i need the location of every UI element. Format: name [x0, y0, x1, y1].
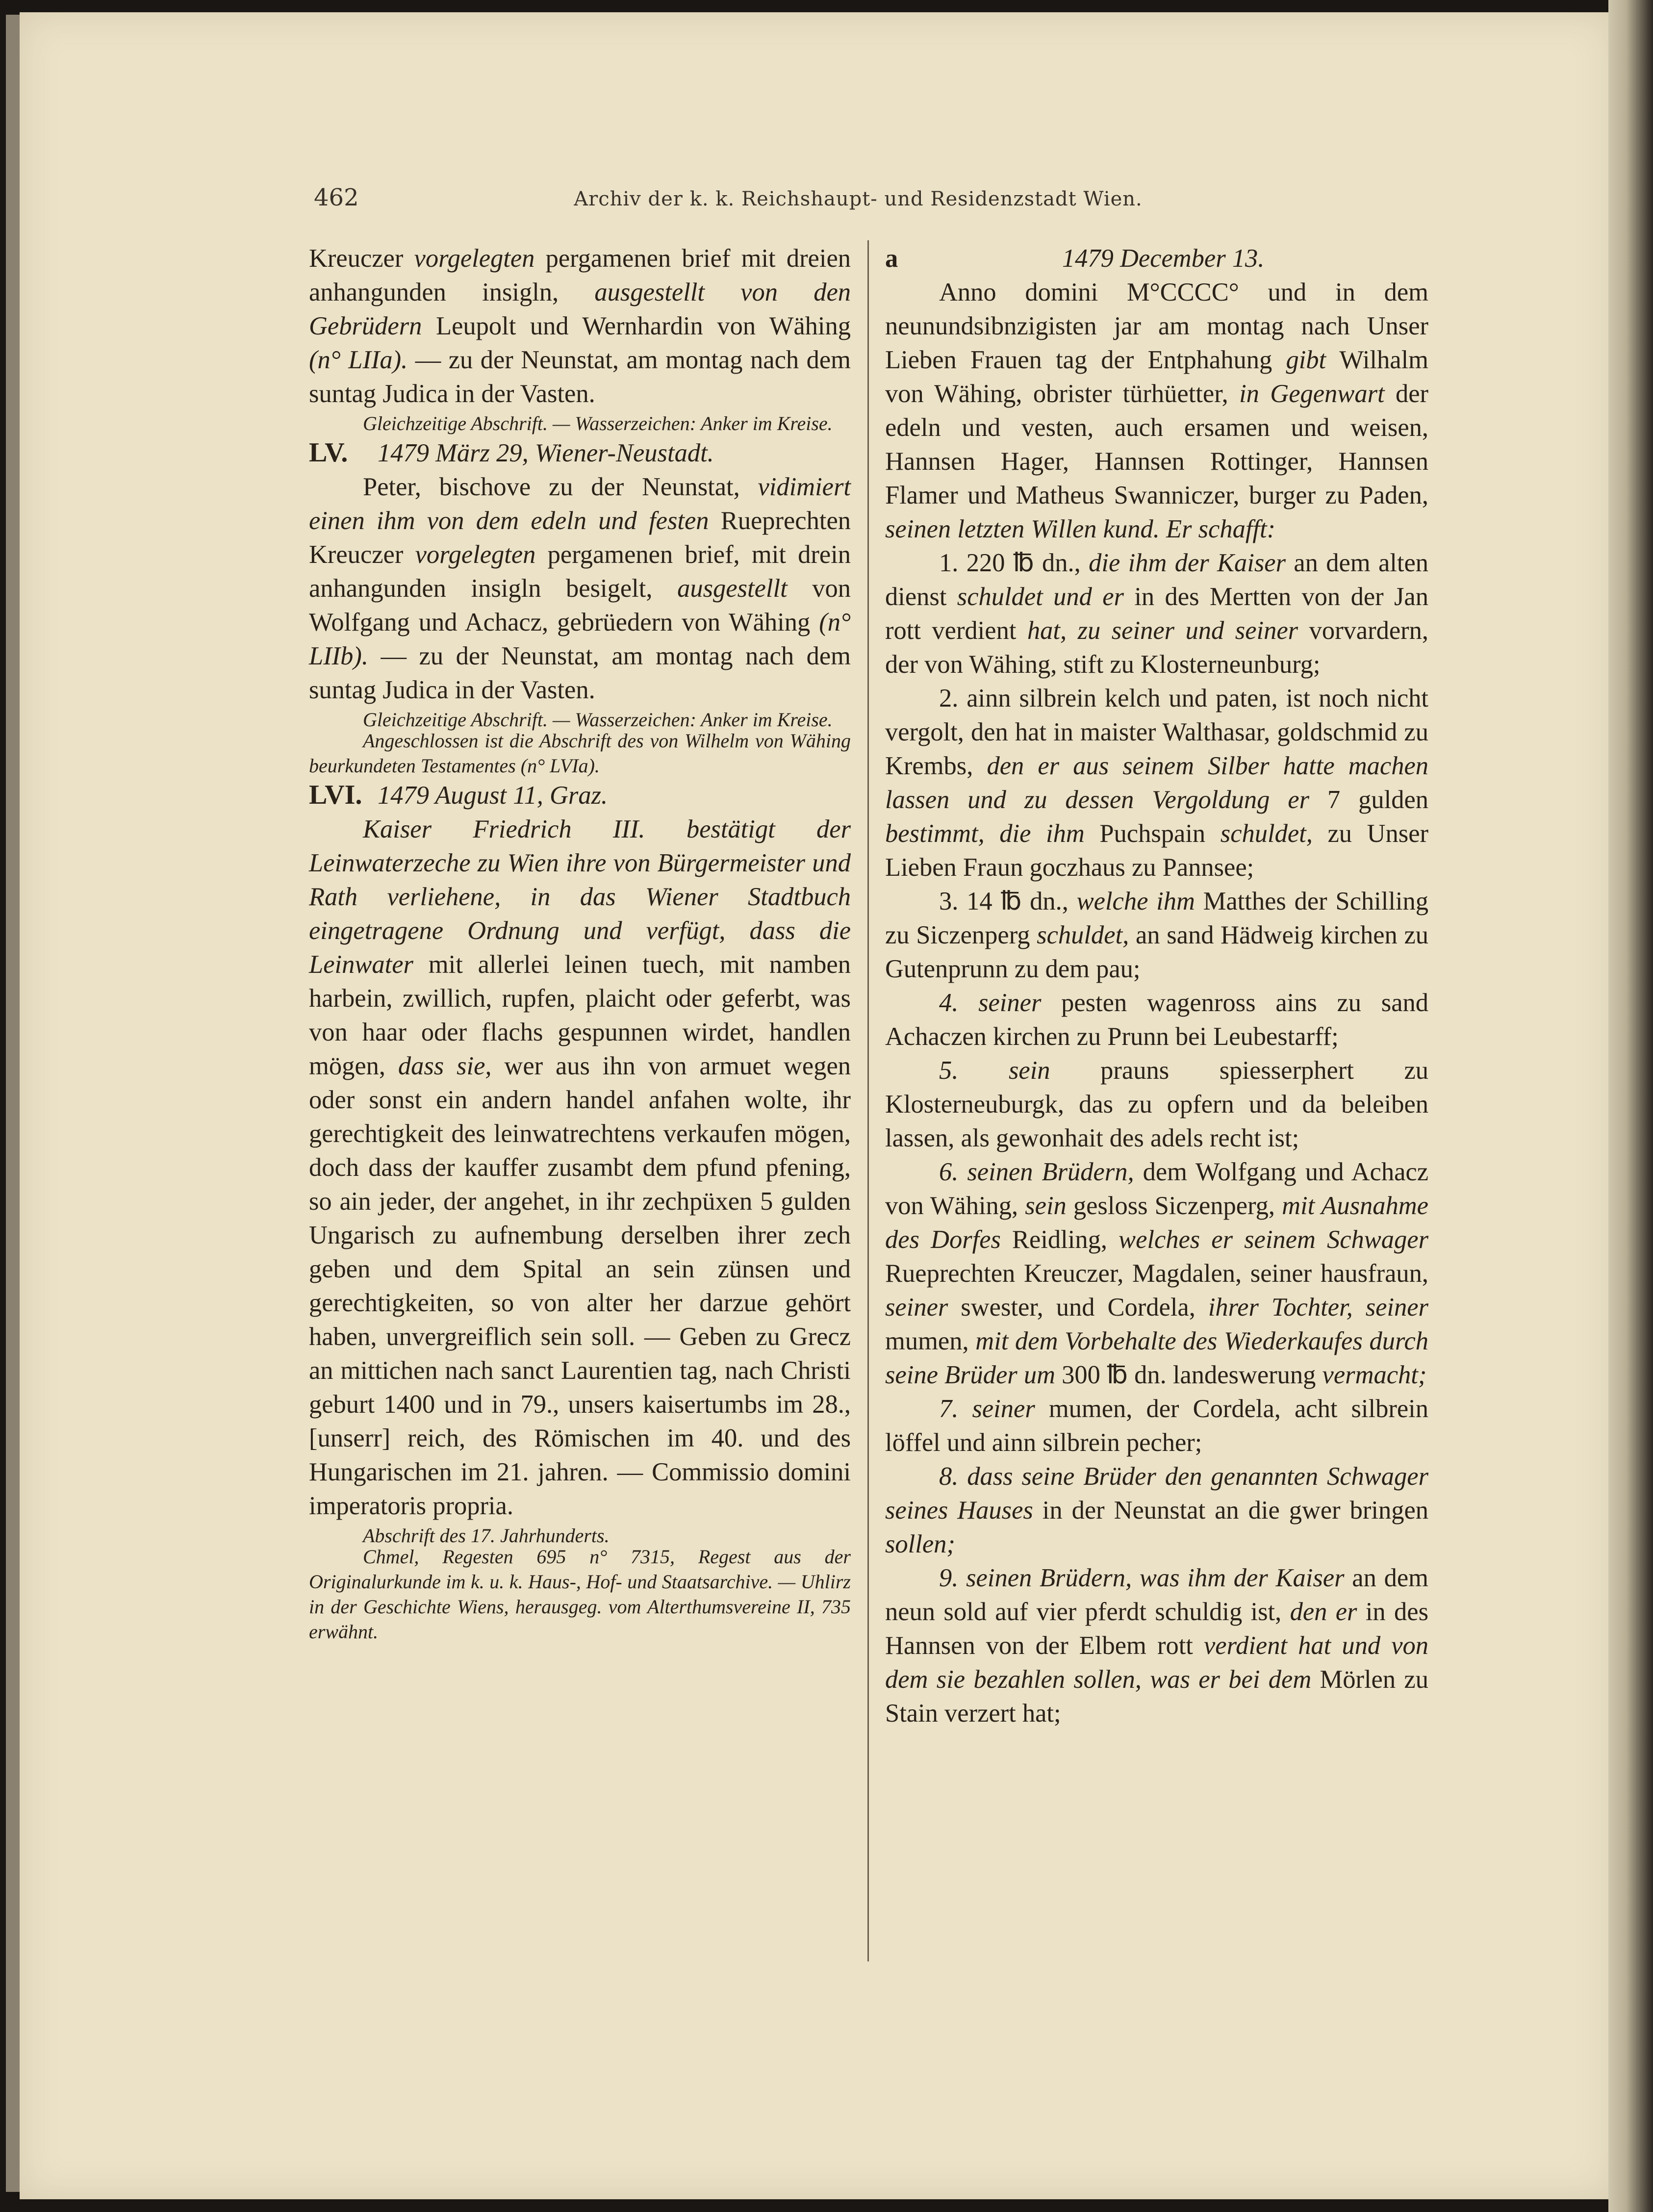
continuation-paragraph	[309, 242, 851, 411]
bequest-item	[885, 885, 1428, 986]
entry-heading-lv	[309, 436, 851, 470]
bequest-item	[885, 1155, 1428, 1392]
italic-text: seiner	[885, 1293, 948, 1322]
italic-text: vorgelegten	[414, 244, 535, 273]
text-run: an dem neun sold auf vier pferdt schuldig ist,	[885, 1564, 1428, 1626]
text-run: 1. 220 ℔ dn.,	[939, 549, 1089, 577]
text-run: Puchspain	[1084, 819, 1221, 848]
italic-text: mit dem Vorbehalte des Wiederkaufes durch seine Brüder um	[885, 1327, 1428, 1389]
text-run: prauns spiesserphert zu Klosterneuburgk, das zu opfern und da beleiben lassen, als gewonhait des adels recht ist;	[885, 1056, 1428, 1152]
text-run: Anno domini M°CCCC° und in dem neunundsibnzigisten jar am montag nach Unser Lieben Frauen tag der Entphahung	[885, 278, 1428, 374]
text-run: Leupolt und Wernhardin von Wähing	[422, 312, 851, 340]
text-run: mumen,	[885, 1327, 976, 1355]
bequest-item	[885, 986, 1428, 1054]
bequest-item	[885, 1460, 1428, 1561]
text-run: Matthes der Schilling zu Siczenperg	[885, 887, 1428, 949]
italic-text: schuldet,	[1037, 921, 1129, 949]
italic-text: welche ihm	[1076, 887, 1195, 915]
text-run: Rueprechten Kreuczer, Magdalen, seiner hausfraun,	[885, 1259, 1428, 1288]
text-run: zu Unser Lieben Fraun goczhaus zu Pannsee;	[885, 819, 1428, 882]
entry-note: Angeschlossen ist die Abschrift des von Wilhelm von Wähing beurkundeten Testamentes (n° LVIa).	[309, 730, 851, 777]
entry-number: LVI.	[309, 780, 362, 810]
italic-text: 4. seiner	[939, 989, 1042, 1017]
text-run: swester, und Cordela,	[948, 1293, 1208, 1322]
text-run: der edeln und vesten, auch ersamen und weisen, Hannsen Hager, Hannsen Rottinger, Hannsen Flamer und Matheus Swanniczer, burger zu Paden,	[885, 380, 1428, 509]
text-run: Kreuczer	[309, 244, 414, 273]
entry-date: 1479 August 11, Graz.	[378, 781, 608, 810]
entry-number: LV.	[309, 437, 348, 468]
entry-note: Gleichzeitige Abschrift. — Wasserzeichen: Anker im Kreise.	[363, 709, 833, 731]
entry-text-lv	[309, 470, 851, 707]
text-run: mumen, der Cordela, acht silbrein löffel und ainn silbrein pecher;	[885, 1395, 1428, 1457]
text-run: in der Neunstat an die gwer bringen	[1033, 1496, 1428, 1525]
italic-text: welches er seinem Schwager	[1119, 1225, 1428, 1254]
text-run: vorvardern, der von Wähing, stift zu Klosterneunburg;	[885, 616, 1428, 679]
italic-text: hat, zu seiner und seiner	[1027, 616, 1298, 645]
italic-text: (n° LIIa).	[309, 346, 408, 374]
text-run: pergamenen brief mit dreien anhangunden insigln,	[309, 244, 851, 306]
entry-date: 1479 März 29, Wiener-Neustadt.	[378, 439, 714, 467]
italic-text: mit Ausnahme des Dorfes	[885, 1192, 1428, 1254]
italic-text: verdient hat und von dem sie bezahlen sollen, was er bei dem	[885, 1631, 1429, 1694]
italic-text: vorgelegten	[415, 540, 536, 569]
italic-text: den er aus seinem Silber hatte machen lassen und zu dessen Vergoldung er	[885, 752, 1428, 814]
italic-text: 5. sein	[939, 1056, 1050, 1085]
italic-text: die ihm der Kaiser	[1089, 549, 1286, 577]
entry-text-a	[885, 276, 1428, 546]
binding-strip	[6, 15, 20, 2192]
text-run: pergamenen brief, mit drein anhangunden insigln besigelt,	[309, 540, 851, 603]
continuation-note: Gleichzeitige Abschrift. — Wasserzeichen: Anker im Kreise.	[363, 412, 833, 434]
italic-text: bestimmt, die ihm	[885, 819, 1085, 848]
text-run: Reidling,	[1000, 1225, 1119, 1254]
italic-text: schuldet und er	[957, 583, 1124, 611]
italic-text: schuldet,	[1220, 819, 1313, 848]
italic-text: seinen letzten Willen kund. Er schafft:	[885, 515, 1276, 543]
right-column	[885, 242, 1428, 1730]
italic-text: 6. seinen Brüdern,	[939, 1158, 1134, 1186]
page-number: 462	[314, 184, 359, 211]
text-run: wer aus ihn von armuet wegen oder sonst ein andern handel anfahen wolte, ihr gerechtigkeit des leinwatrechtens verkaufen mögen, doch dass der kauffer zusambt dem pfund pfening, so ain jeder, der angehet, in ihr zechpüxen 5 gulden Ungarisch zu aufnembung derselben ihrer zech geben und dem Spital an sein zünsen und gerechtigkeiten, so von alter her darzue gehört haben, unvergreiflich sein soll. — Geben zu Grecz an mittichen nach sanct Laurentien tag, nach Christi geburt 1400 und in 79., unsers kaisertumbs im 28., [unserr] reich, des Römischen im 40. und des Hungarischen im 21. jahren. — Commissio domini imperatoris propria.	[309, 1052, 851, 1520]
italic-text: ausgestellt von den Gebrüdern	[309, 278, 851, 340]
text-run: an sand Hädweig kirchen zu Gutenprunn zu dem pau;	[885, 921, 1428, 983]
entry-heading-a	[885, 242, 1428, 276]
column-divider	[867, 240, 869, 1961]
entry-date: 1479 December 13.	[1062, 244, 1265, 273]
entry-note: Abschrift des 17. Jahrhunderts.	[363, 1525, 610, 1547]
italic-text: sollen;	[885, 1530, 955, 1558]
text-run: in des Hannsen von der Elbem rott	[885, 1598, 1429, 1660]
entry-text-lvi	[309, 813, 851, 1523]
text-run: pesten wagenross ains zu sand Achaczen kirchen zu Prunn bei Leubestarff;	[885, 989, 1428, 1051]
header-title: Archiv der k. k. Reichshaupt- und Residenzstadt Wien.	[574, 188, 1143, 210]
text-run: — zu der Neunstat, am montag nach dem suntag Judica in der Vasten.	[309, 346, 851, 408]
text-run: Mörlen zu Stain verzert hat;	[885, 1665, 1428, 1728]
text-run: Wilhalm von Wähing, obrister türhüetter,	[885, 346, 1428, 408]
bequest-item	[885, 1392, 1428, 1460]
entry-heading-lvi	[309, 778, 851, 813]
text-run: in des Mertten von der Jan rott verdient	[885, 583, 1428, 645]
text-run: 2. ainn silbrein kelch und paten, ist noch nicht vergolt, den hat in maister Walthasar, goldschmid zu Krembs,	[885, 684, 1428, 780]
text-run: von Wolfgang und Achacz, gebrüedern von Wähing	[309, 574, 851, 636]
italic-text: gibt	[1286, 346, 1326, 374]
italic-text: dass sie,	[398, 1052, 492, 1080]
text-run: dem Wolfgang und Achacz von Wähing,	[885, 1158, 1428, 1220]
entry-note: Chmel, Regesten 695 n° 7315, Regest aus der Originalurkunde im k. u. k. Haus-, Hof- und Staatsarchive. — Uhlirz in der Geschichte Wiens, herausgeg. vom Alterthumsvereine II, 735 erwähnt.	[309, 1546, 851, 1643]
italic-text: in Gegenwart	[1239, 380, 1385, 408]
text-run: 300 ℔ dn. landeswerung	[1055, 1361, 1322, 1389]
bequest-item	[885, 1054, 1428, 1155]
text-run: 7 gulden	[1309, 786, 1428, 814]
italic-text: ausgestellt	[677, 574, 788, 603]
entry-tag: a	[885, 244, 898, 273]
left-column	[309, 242, 851, 1644]
page-edge	[1608, 0, 1653, 2212]
bequest-item	[885, 1561, 1428, 1730]
text-run: an dem alten dienst	[885, 549, 1428, 611]
bequest-item	[885, 546, 1428, 682]
italic-text: sein	[1025, 1192, 1067, 1220]
italic-text: (n° LIIb).	[309, 608, 851, 670]
italic-text: vermacht;	[1322, 1361, 1427, 1389]
text-run: mit allerlei leinen tuech, mit namben harbein, zwillich, rupfen, plaicht oder geferbt, was von haar oder flachs gespunnen wirdet, handlen mögen,	[309, 950, 851, 1080]
italic-text: 7. seiner	[939, 1395, 1035, 1423]
italic-text: ihrer Tochter, seiner	[1208, 1293, 1428, 1322]
text-run: — zu der Neunstat, am montag nach dem suntag Judica in der Vasten.	[309, 642, 851, 704]
bequest-item	[885, 682, 1428, 885]
text-run: Rueprechten Kreuczer	[309, 507, 851, 569]
text-run: gesloss Siczenperg,	[1066, 1192, 1282, 1220]
italic-text: 9. seinen Brüdern, was ihm der Kaiser	[939, 1564, 1345, 1592]
italic-text: vidimiert einen ihm von dem edeln und festen	[309, 473, 851, 535]
text-run: Peter, bischove zu der Neunstat,	[363, 473, 758, 501]
text-run: 3. 14 ℔ dn.,	[939, 887, 1077, 915]
italic-text: Kaiser Friedrich III. bestätigt der Leinwaterzeche zu Wien ihre von Bürgermeister und Rath verliehene, in das Wiener Stadtbuch eingetragene Ordnung und verfügt, dass die Leinwater	[309, 815, 851, 979]
italic-text: 8. dass seine Brüder den genannten Schwager seines Hauses	[885, 1462, 1428, 1525]
running-head	[289, 184, 1427, 218]
italic-text: den er	[1290, 1598, 1357, 1626]
